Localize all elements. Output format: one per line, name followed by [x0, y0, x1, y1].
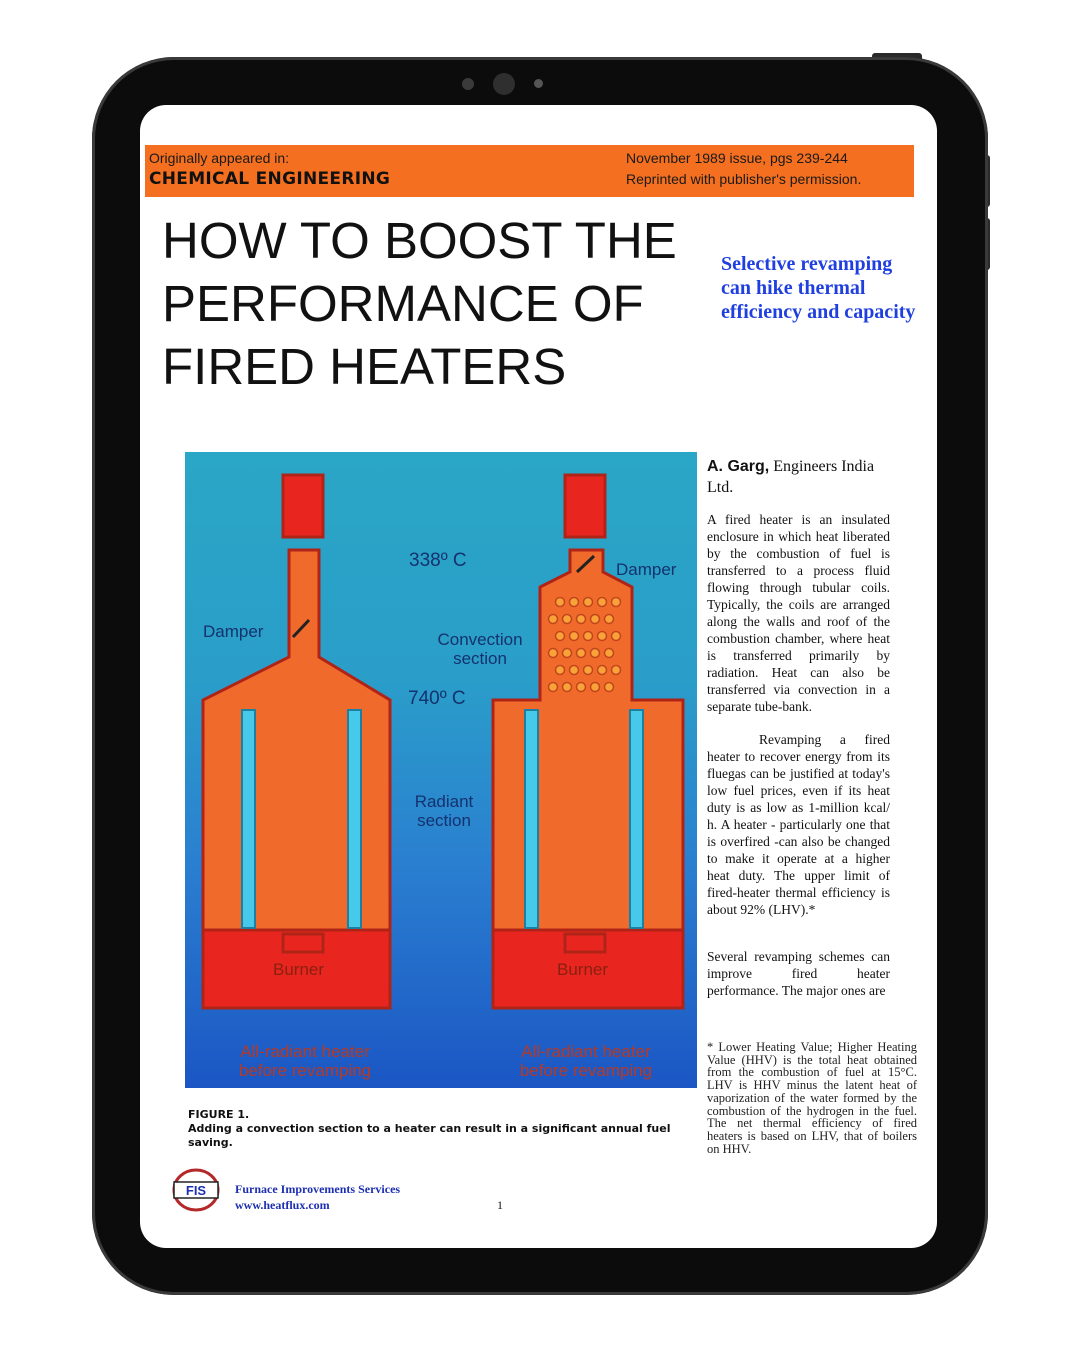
heater-diagram: [185, 452, 697, 1088]
temp-740-label: 740º C: [408, 688, 466, 709]
left-burner: [283, 934, 323, 952]
author-byline: [707, 456, 897, 498]
left-stack-top: [283, 475, 323, 537]
right-chamber: [493, 550, 683, 940]
title-line-3: FIRED HEATERS: [162, 338, 567, 395]
document-page: [140, 105, 937, 1248]
source-banner: [145, 145, 914, 197]
burner-right-label: Burner: [557, 960, 609, 979]
light-sensor-icon: [534, 79, 543, 88]
permission-note: Reprinted with publisher's permission.: [626, 171, 862, 187]
convection-label: Convection section: [437, 630, 523, 668]
camera-icon: [493, 73, 515, 95]
footnote: * Lower Heating Value; Higher Heating Value (HHV) is the total heat obtained from the combustion of fuel at 15°C. LHV is HHV minus the latent heat of vaporization of the water formed by the combustion of the hydrogen in the fuel. The net thermal efficiency of fired heaters is based on LHV, that of boilers on HHV.: [707, 1040, 917, 1156]
title-line-2: PERFORMANCE OF: [162, 275, 644, 332]
figure-1-illustration: [185, 452, 697, 1088]
left-tube-1: [242, 710, 255, 928]
right-tube-2: [630, 710, 643, 928]
burner-left-label: Burner: [273, 960, 325, 979]
damper-right-label: Damper: [616, 560, 677, 579]
right-heater-caption: All-radiant heater before revamping: [519, 1042, 653, 1080]
article-deck: Selective revamping can hike thermal efficiency and capacity: [721, 253, 916, 323]
paragraph-3: Several revamping schemes can improve fired heater performance. The major ones are: [707, 949, 890, 998]
author-affiliation: Engineers India Ltd.: [707, 458, 875, 496]
page-number: 1: [497, 1198, 503, 1212]
left-heater-caption: All-radiant heater before revamping: [238, 1042, 372, 1080]
damper-left-label: Damper: [203, 622, 264, 641]
sensor-icon: [462, 78, 474, 90]
fis-logo: [172, 1168, 220, 1212]
figure-caption-text: Adding a convection section to a heater can result in a significant annual fuel saving.: [188, 1122, 671, 1149]
right-burner: [565, 934, 605, 952]
right-heater: [493, 475, 683, 1008]
logo-text: FIS: [185, 1183, 207, 1198]
company-url[interactable]: www.heatflux.com: [235, 1198, 330, 1212]
publication-name: CHEMICAL ENGINEERING: [149, 169, 391, 189]
figure-caption-title: FIGURE 1.: [188, 1108, 250, 1121]
article-title: [162, 209, 702, 398]
radiant-label: Radiant section: [414, 792, 474, 830]
paragraph-2: Revamping a fired heater to recover energy from its fluegas can be justified at today's low fuel prices, even if its heat duty is as low as 1-million kcal/ h. A heater - particularly one that is overfired -can also be changed to make it operate at a higher heat duty. The upper limit of fired-heater thermal efficiency is about 92% (LHV).*: [707, 732, 890, 917]
paragraph-1: A fired heater is an insulated enclosure in which heat liberated by the combustion of fuel is transferred to a process fluid flowing through tubular coils. Typically, the coils are arranged along the walls and roof of the combustion chamber, where heat is transferred primarily by radiation. Heat can also be transferred via convection in a separate tube-bank.: [707, 512, 890, 714]
author-name: A. Garg,: [707, 458, 770, 475]
figure-caption: [188, 1108, 708, 1150]
right-tube-1: [525, 710, 538, 928]
appeared-label: Originally appeared in:: [149, 150, 290, 166]
left-tube-2: [348, 710, 361, 928]
company-name: Furnace Improvements Services: [235, 1182, 401, 1196]
right-stack-top: [565, 475, 605, 537]
title-line-1: HOW TO BOOST THE: [162, 212, 677, 269]
issue-info: November 1989 issue, pgs 239-244: [626, 150, 848, 166]
temp-338-label: 338º C: [409, 550, 467, 571]
